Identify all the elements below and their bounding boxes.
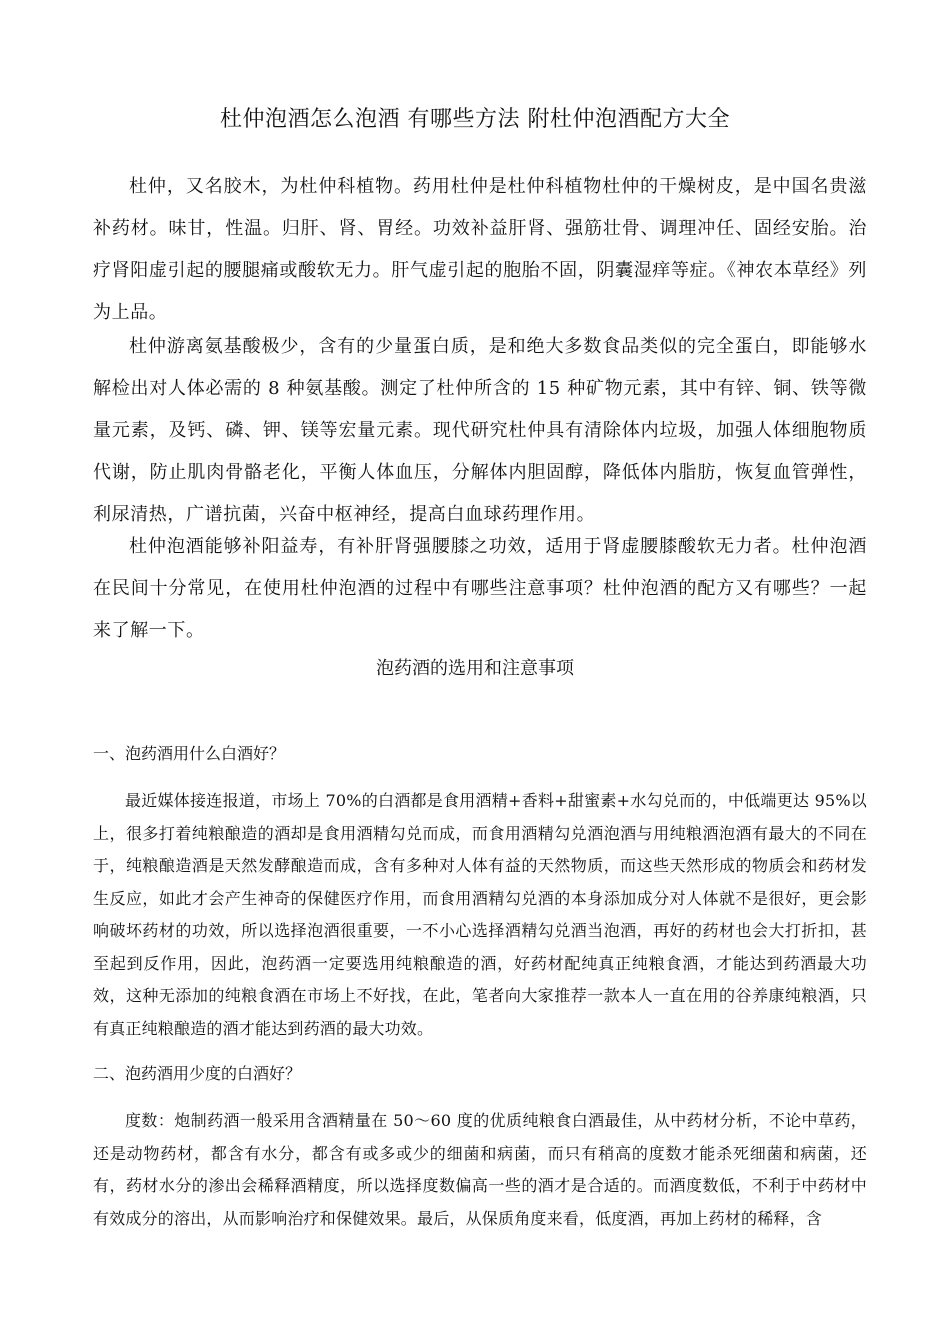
intro-paragraph-1: 杜仲，又名胶木，为杜仲科植物。药用杜仲是杜仲科植物杜仲的干燥树皮，是中国名贵滋补药材。味甘，性温。归肝、肾、胃经。功效补益肝肾、强筋壮骨、调理冲任、固经安胎。治疗肾阳虚引起的腰腿痛或酸软无力。肝气虚引起的胞胎不固，阴囊湿痒等症。《神农本草经》列为上品。: [93, 176, 867, 323]
document-title: 杜仲泡酒怎么泡酒 有哪些方法 附杜仲泡酒配方大全: [220, 107, 730, 132]
intro-paragraph-2: 杜仲游离氨基酸极少，含有的少量蛋白质，是和绝大多数食品类似的完全蛋白，即能够水解检出对人体必需的 8 种氨基酸。测定了杜仲所含的 15 种矿物元素，其中有锌、铜、铁等微量元素，及钙、磷、钾、镁等宏量元素。现代研究杜仲具有清除体内垃圾，加强人体细胞物质代谢，防止肌肉骨骼老化，平衡人体血压，分解体内胆固醇，降低体内脂肪，恢复血管弹性，利尿清热，广谱抗菌，兴奋中枢神经，提高白血球药理作用。: [93, 336, 867, 525]
question-1-heading: 一、泡药酒用什么白酒好？: [93, 744, 286, 763]
question-2-body: 度数：炮制药酒一般采用含酒精量在 50～60 度的优质纯粮食白酒最佳，从中药材分析，不论中草药，还是动物药材，都含有水分，都含有或多或少的细菌和病菌，而只有稍高的度数才能杀死细菌和病菌，还有，药材水分的渗出会稀释酒精度，所以选择度数偏高一些的酒才是合适的。而酒度数低，不利于中药材中有效成分的溶出，从而影响治疗和保健效果。最后，从保质角度来看，低度酒，再加上药材的稀释，含: [93, 1111, 867, 1228]
question-1-body: 最近媒体接连报道，市场上 70%的白酒都是食用酒精+香料+甜蜜素+水勾兑而的，中低端更达 95%以上，很多打着纯粮酿造的酒却是食用酒精勾兑而成，而食用酒精勾兑酒泡酒与用纯粮酒泡酒有最大的不同在于，纯粮酿造酒是天然发酵酿造而成，含有多种对人体有益的天然物质，而这些天然形成的物质会和药材发生反应，如此才会产生神奇的保健医疗作用，而食用酒精勾兑酒的本身添加成分对人体就不是很好，更会影响破坏药材的功效，所以选择泡酒很重要，一不小心选择酒精勾兑酒当泡酒，再好的药材也会大打折扣，甚至起到反作用，因此，泡药酒一定要选用纯粮酿造的酒，好药材配纯真正纯粮食酒，才能达到药酒最大功效，这种无添加的纯粮食酒在市场上不好找，在此，笔者向大家推荐一款本人一直在用的谷养康纯粮酒，只有真正纯粮酿造的酒才能达到药酒的最大功效。: [93, 791, 867, 1038]
section-title: 泡药酒的选用和注意事项: [376, 658, 574, 679]
intro-paragraph-3: 杜仲泡酒能够补阳益寿，有补肝肾强腰膝之功效，适用于肾虚腰膝酸软无力者。杜仲泡酒在民间十分常见，在使用杜仲泡酒的过程中有哪些注意事项？杜仲泡酒的配方又有哪些？一起来了解一下。: [93, 536, 867, 641]
question-2-heading: 二、泡药酒用少度的白酒好？: [93, 1064, 302, 1083]
